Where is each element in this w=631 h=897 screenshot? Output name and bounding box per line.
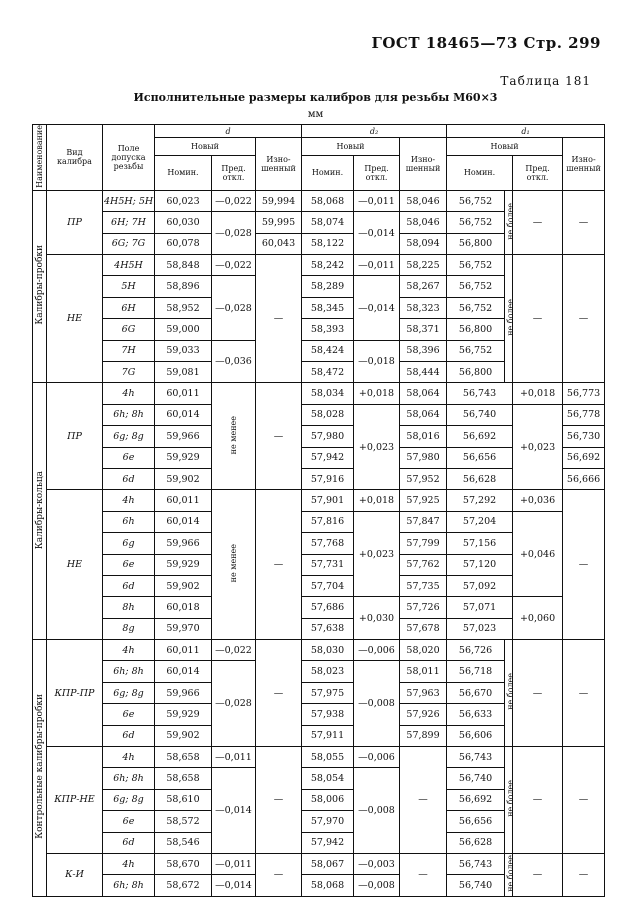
table-row: 6h; 8h 58,672 —0,014 58,068 —0,008 56,740 xyxy=(33,875,605,896)
header-d: d xyxy=(155,125,302,138)
table-row: 7H 59,033 —0,036 58,424 —0,018 58,396 56,752 xyxy=(33,340,605,361)
header-d1-nomin: Номин. xyxy=(447,155,513,190)
group-label: Калибры-пробки xyxy=(33,190,47,383)
table-row: 6h; 8h 58,658 —0,014 58,054 —0,008 56,740 xyxy=(33,768,605,789)
caliber-type: НЕ xyxy=(47,255,103,383)
table-row: 6g; 8g 59,966 57,980 58,016 56,692 56,730 xyxy=(33,426,605,447)
header-d2-izno: Изно- шенный xyxy=(400,138,447,191)
table-row: 6h; 8h 60,014 58,028 +0,023 58,064 56,740 +0,023 56,778 xyxy=(33,404,605,425)
group-label: Калибры-кольца xyxy=(33,383,47,640)
caliber-type: К-И xyxy=(47,853,103,896)
table-row: НЕ 4h 60,011 не менее — 57,901 +0,018 57,925 57,292 +0,036 — xyxy=(33,490,605,511)
table-row: 6g; 8g 59,966 57,975 57,963 56,670 xyxy=(33,682,605,703)
header-d-novyi: Новый xyxy=(155,138,256,156)
header-d-izno: Изно- шенный xyxy=(256,138,302,191)
table-row: 6H; 7H 60,030 —0,028 59,995 58,074 —0,014 58,046 56,752 xyxy=(33,212,605,233)
caliber-type: НЕ xyxy=(47,490,103,640)
caliber-type: КПР-НЕ xyxy=(47,747,103,854)
table-row: 7G 59,081 58,472 58,444 56,800 xyxy=(33,361,605,382)
caliber-type: ПР xyxy=(47,383,103,490)
table-title: Исполнительные размеры калибров для резьбы М60×3 xyxy=(133,91,498,104)
table-row: 6e 58,572 57,970 56,656 xyxy=(33,811,605,832)
table-row: 8h 60,018 57,686 +0,030 57,726 57,071 +0,060 xyxy=(33,597,605,618)
table-row: 6e 59,929 57,731 57,762 57,120 xyxy=(33,554,605,575)
table-row: 6e 59,929 57,938 57,926 56,633 xyxy=(33,704,605,725)
table-row: 6G; 7G 60,078 60,043 58,122 58,094 56,800 xyxy=(33,233,605,254)
header-d1-novyi: Новый xyxy=(447,138,563,156)
table-row: НЕ 4H5H 58,848 —0,022 — 58,242 —0,011 58,225 56,752 не более — — xyxy=(33,255,605,276)
table-row: КПР-НЕ 4h 58,658 —0,011 — 58,055 —0,006 — 56,743 не более — — xyxy=(33,747,605,768)
table-row: 6d 58,546 57,942 56,628 xyxy=(33,832,605,853)
table-row: 6d 59,902 57,916 57,952 56,628 56,666 xyxy=(33,468,605,489)
table-unit: мм xyxy=(307,109,324,120)
page-header: ГОСТ 18465—73 Стр. 299 xyxy=(371,34,601,52)
table-row: 6e 59,929 57,942 57,980 56,656 56,692 xyxy=(33,447,605,468)
header-naim: Наименование xyxy=(33,125,47,191)
header-d-nomin: Номин. xyxy=(155,155,212,190)
ne-menee-note: не менее xyxy=(212,490,256,640)
header-d1: d₁ xyxy=(447,125,605,138)
table-row: Калибры-кольца ПР 4h 60,011 не менее — 58,034 +0,018 58,064 56,743 +0,018 56,773 xyxy=(33,383,605,404)
header-d2-novyi: Новый xyxy=(302,138,400,156)
header-vid: Вид калибра xyxy=(47,125,103,191)
ne-bolee-note: не более xyxy=(505,853,513,896)
table-row: 6h; 8h 60,014 —0,028 58,023 —0,008 58,011 56,718 xyxy=(33,661,605,682)
caliber-type: КПР-ПР xyxy=(47,640,103,747)
group-label: Контрольные калибры-пробки xyxy=(33,640,47,897)
header-d-pred: Пред. откл. xyxy=(212,155,256,190)
table-row: 6h 60,014 57,816 +0,023 57,847 57,204 +0,046 xyxy=(33,511,605,532)
header-d2-pred: Пред. откл. xyxy=(354,155,400,190)
table-number: Таблица 181 xyxy=(500,74,591,88)
table-row: Контрольные калибры-пробки КПР-ПР 4h 60,011 —0,022 — 58,030 —0,006 58,020 56,726 не более — — xyxy=(33,640,605,661)
table-row: 8g 59,970 57,638 57,678 57,023 xyxy=(33,618,605,639)
table-row: 6G 59,000 58,393 58,371 56,800 xyxy=(33,319,605,340)
table-row: 5H 58,896 —0,028 58,289 —0,014 58,267 56,752 xyxy=(33,276,605,297)
table-row: 6d 59,902 57,704 57,735 57,092 xyxy=(33,575,605,596)
table-row: Калибры-пробки ПР 4H5H; 5H 60,023 —0,022 59,994 58,068 —0,011 58,046 56,752 не более — — xyxy=(33,190,605,211)
header-d1-izno: Изно- шенный xyxy=(563,138,605,191)
calibers-table xyxy=(32,124,605,897)
header-d2: d₂ xyxy=(302,125,447,138)
ne-bolee-note: не более xyxy=(505,255,513,383)
ne-bolee-note: не более xyxy=(505,747,513,854)
header-d1-pred: Пред. откл. xyxy=(513,155,563,190)
header-d2-nomin: Номин. xyxy=(302,155,354,190)
table-row: 6g; 8g 58,610 58,006 56,692 xyxy=(33,789,605,810)
ne-menee-note: не менее xyxy=(212,383,256,490)
table-row: 6d 59,902 57,911 57,899 56,606 xyxy=(33,725,605,746)
header-pole: Поле допуска резьбы xyxy=(103,125,155,191)
caliber-type: ПР xyxy=(47,190,103,254)
table-row: 6H 58,952 58,345 58,323 56,752 xyxy=(33,297,605,318)
ne-bolee-note: не более xyxy=(505,640,513,747)
table-row: 6g 59,966 57,768 57,799 57,156 xyxy=(33,533,605,554)
table-row: К-И 4h 58,670 —0,011 — 58,067 —0,003 — 56,743 не более — — xyxy=(33,853,605,874)
ne-bolee-note: не более xyxy=(505,190,513,254)
